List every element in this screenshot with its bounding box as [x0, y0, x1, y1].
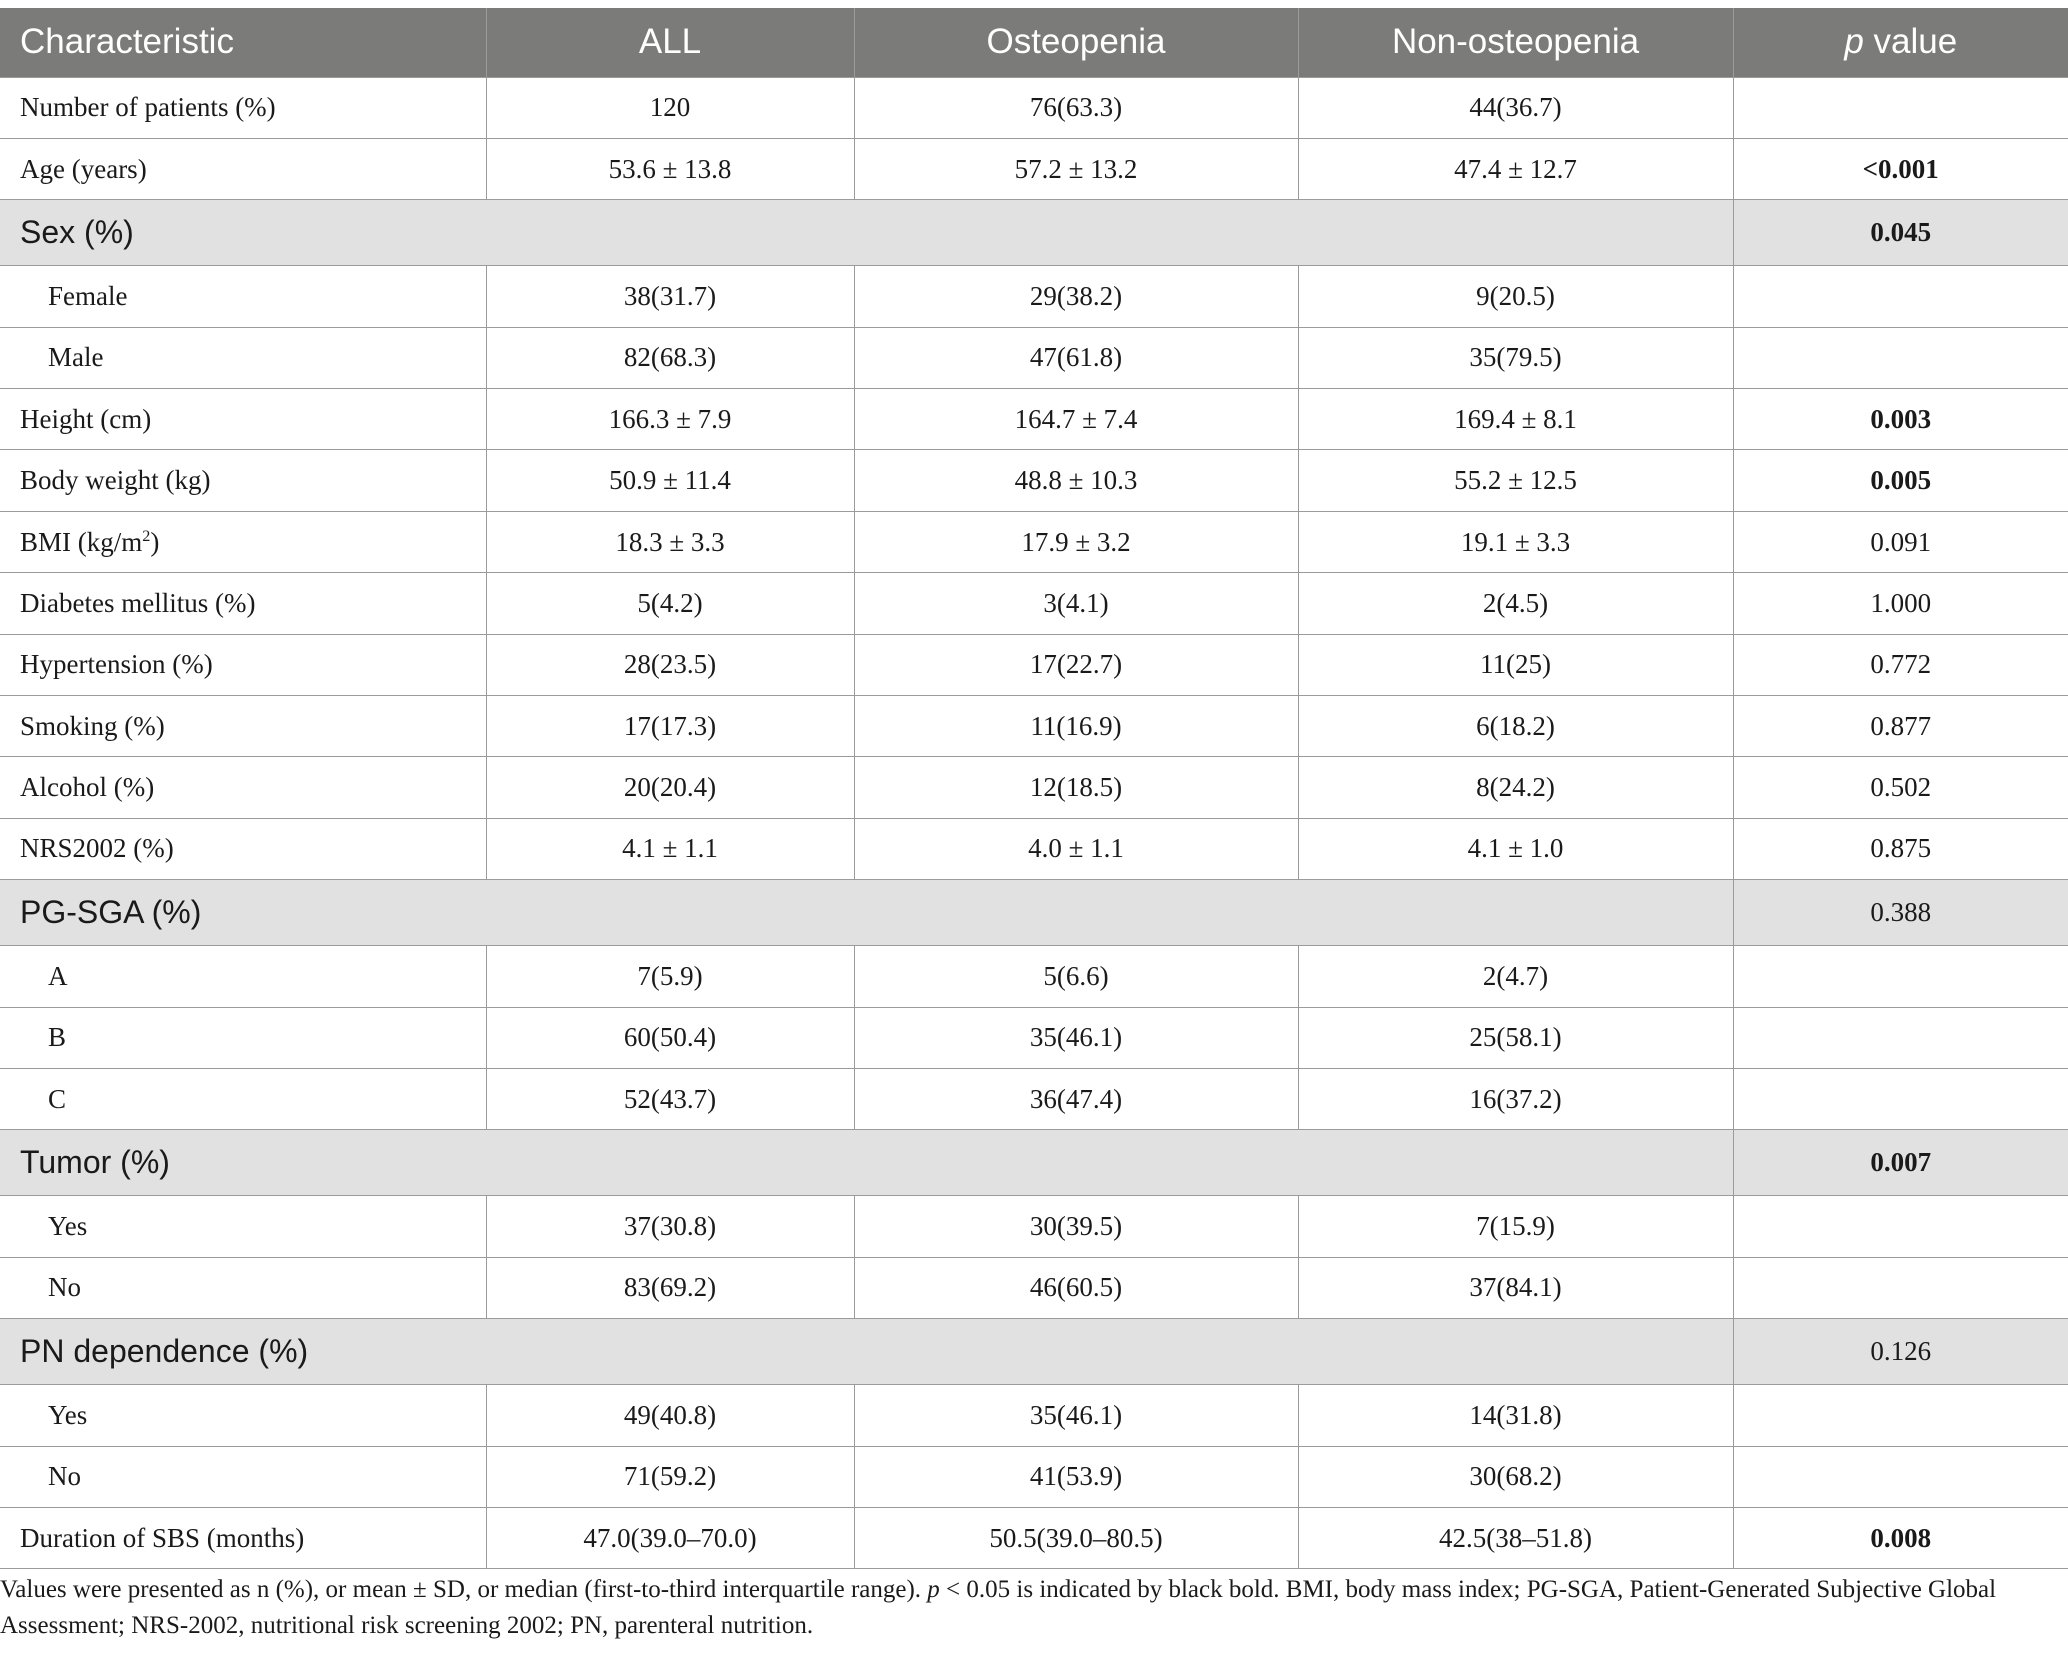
cell-non-osteopenia: 2(4.5) [1298, 573, 1733, 634]
row-label: Male [0, 327, 486, 388]
cell-p-value: 0.877 [1733, 696, 2068, 757]
footnote-part2: < 0.05 is indicated by black bold. BMI, body mass index; PG-SGA, Patient-Generated Subjective Global Assessment; NRS-2002, nutritional risk screening 2002; PN, parenteral nutrition. [0, 1576, 1997, 1639]
row-label: Age (years) [0, 138, 486, 199]
row-label: Yes [0, 1196, 486, 1257]
table-row [0, 818, 2068, 879]
table-row [0, 1068, 2068, 1129]
row-label: B [0, 1007, 486, 1068]
cell-all: 38(31.7) [486, 266, 854, 327]
group-header-row [0, 1130, 2068, 1196]
header-characteristic: Characteristic [0, 8, 486, 77]
cell-non-osteopenia: 37(84.1) [1298, 1257, 1733, 1318]
table-row [0, 573, 2068, 634]
cell-osteopenia: 5(6.6) [854, 946, 1298, 1007]
cell-p-value: 1.000 [1733, 573, 2068, 634]
row-label: Alcohol (%) [0, 757, 486, 818]
cell-all: 166.3 ± 7.9 [486, 389, 854, 450]
bmi-label-text: BMI (kg/m [20, 526, 143, 557]
row-label: A [0, 946, 486, 1007]
row-label: Hypertension (%) [0, 634, 486, 695]
cell-p-value: 0.388 [1733, 880, 2068, 946]
header-p-letter: p [1844, 22, 1864, 62]
cell-all: 49(40.8) [486, 1385, 854, 1446]
header-p-value [1733, 8, 2068, 77]
cell-non-osteopenia: 16(37.2) [1298, 1068, 1733, 1129]
table-row [0, 327, 2068, 388]
cell-non-osteopenia: 47.4 ± 12.7 [1298, 138, 1733, 199]
cell-p-value: 0.003 [1733, 389, 2068, 450]
row-label: No [0, 1257, 486, 1318]
cell-p-value: 0.008 [1733, 1507, 2068, 1568]
row-label: Duration of SBS (months) [0, 1507, 486, 1568]
table-row [0, 634, 2068, 695]
cell-osteopenia: 41(53.9) [854, 1446, 1298, 1507]
baseline-characteristics-table [0, 8, 2068, 1569]
row-label: Height (cm) [0, 389, 486, 450]
cell-all: 83(69.2) [486, 1257, 854, 1318]
cell-p-value: <0.001 [1733, 138, 2068, 199]
cell-non-osteopenia: 44(36.7) [1298, 77, 1733, 138]
cell-osteopenia: 48.8 ± 10.3 [854, 450, 1298, 511]
cell-p-value [1733, 1068, 2068, 1129]
cell-non-osteopenia: 25(58.1) [1298, 1007, 1733, 1068]
cell-non-osteopenia: 8(24.2) [1298, 757, 1733, 818]
cell-non-osteopenia: 4.1 ± 1.0 [1298, 818, 1733, 879]
cell-all: 18.3 ± 3.3 [486, 511, 854, 572]
table-row [0, 946, 2068, 1007]
footnote-part1: Values were presented as n (%), or mean ± SD, or median (first-to-third interquartile range). [0, 1576, 928, 1603]
cell-all: 37(30.8) [486, 1196, 854, 1257]
cell-non-osteopenia: 2(4.7) [1298, 946, 1733, 1007]
cell-osteopenia: 17(22.7) [854, 634, 1298, 695]
footnote-p-letter: p [927, 1576, 940, 1603]
row-label: Smoking (%) [0, 696, 486, 757]
cell-osteopenia: 76(63.3) [854, 77, 1298, 138]
row-label: No [0, 1446, 486, 1507]
cell-non-osteopenia: 11(25) [1298, 634, 1733, 695]
baseline-characteristics-table-wrapper [0, 8, 2068, 1569]
cell-osteopenia: 12(18.5) [854, 757, 1298, 818]
table-footnote [0, 1572, 2068, 1644]
cell-all: 53.6 ± 13.8 [486, 138, 854, 199]
row-label: NRS2002 (%) [0, 818, 486, 879]
cell-p-value [1733, 946, 2068, 1007]
table-row [0, 1007, 2068, 1068]
cell-osteopenia: 46(60.5) [854, 1257, 1298, 1318]
cell-osteopenia: 57.2 ± 13.2 [854, 138, 1298, 199]
group-label: Tumor (%) [0, 1130, 1733, 1196]
cell-non-osteopenia: 30(68.2) [1298, 1446, 1733, 1507]
table-row [0, 757, 2068, 818]
cell-osteopenia: 29(38.2) [854, 266, 1298, 327]
row-label: Number of patients (%) [0, 77, 486, 138]
table-row [0, 1257, 2068, 1318]
table-header-row [0, 8, 2068, 77]
cell-non-osteopenia: 7(15.9) [1298, 1196, 1733, 1257]
cell-p-value [1733, 327, 2068, 388]
row-label: Body weight (kg) [0, 450, 486, 511]
cell-osteopenia: 164.7 ± 7.4 [854, 389, 1298, 450]
cell-all: 4.1 ± 1.1 [486, 818, 854, 879]
cell-p-value: 0.875 [1733, 818, 2068, 879]
table-row [0, 696, 2068, 757]
cell-non-osteopenia: 14(31.8) [1298, 1385, 1733, 1446]
table-row [0, 450, 2068, 511]
cell-all: 52(43.7) [486, 1068, 854, 1129]
cell-osteopenia: 17.9 ± 3.2 [854, 511, 1298, 572]
cell-p-value: 0.772 [1733, 634, 2068, 695]
table-row [0, 1446, 2068, 1507]
cell-p-value: 0.005 [1733, 450, 2068, 511]
bmi-label-end: ) [150, 526, 160, 557]
group-header-row [0, 200, 2068, 266]
table-row [0, 511, 2068, 572]
row-label: C [0, 1068, 486, 1129]
cell-non-osteopenia: 169.4 ± 8.1 [1298, 389, 1733, 450]
row-label: Female [0, 266, 486, 327]
table-row [0, 138, 2068, 199]
cell-non-osteopenia: 6(18.2) [1298, 696, 1733, 757]
cell-osteopenia: 47(61.8) [854, 327, 1298, 388]
cell-non-osteopenia: 19.1 ± 3.3 [1298, 511, 1733, 572]
cell-all: 71(59.2) [486, 1446, 854, 1507]
header-all: ALL [486, 8, 854, 77]
row-label: Yes [0, 1385, 486, 1446]
table-row [0, 77, 2068, 138]
cell-osteopenia: 11(16.9) [854, 696, 1298, 757]
table-row [0, 1507, 2068, 1568]
cell-p-value [1733, 77, 2068, 138]
cell-p-value [1733, 1385, 2068, 1446]
table-row [0, 1385, 2068, 1446]
cell-p-value [1733, 1257, 2068, 1318]
cell-all: 28(23.5) [486, 634, 854, 695]
group-label: Sex (%) [0, 200, 1733, 266]
cell-p-value [1733, 1196, 2068, 1257]
cell-all: 50.9 ± 11.4 [486, 450, 854, 511]
cell-non-osteopenia: 9(20.5) [1298, 266, 1733, 327]
header-osteopenia: Osteopenia [854, 8, 1298, 77]
cell-non-osteopenia: 35(79.5) [1298, 327, 1733, 388]
cell-osteopenia: 3(4.1) [854, 573, 1298, 634]
bmi-label-superscript: 2 [142, 526, 151, 545]
cell-p-value [1733, 266, 2068, 327]
cell-p-value: 0.091 [1733, 511, 2068, 572]
table-row [0, 389, 2068, 450]
cell-p-value: 0.045 [1733, 200, 2068, 266]
cell-osteopenia: 30(39.5) [854, 1196, 1298, 1257]
cell-non-osteopenia: 55.2 ± 12.5 [1298, 450, 1733, 511]
cell-p-value [1733, 1007, 2068, 1068]
table-row [0, 266, 2068, 327]
cell-all: 5(4.2) [486, 573, 854, 634]
header-non-osteopenia: Non-osteopenia [1298, 8, 1733, 77]
cell-all: 60(50.4) [486, 1007, 854, 1068]
group-header-row [0, 1319, 2068, 1385]
cell-non-osteopenia: 42.5(38–51.8) [1298, 1507, 1733, 1568]
cell-all: 47.0(39.0–70.0) [486, 1507, 854, 1568]
cell-p-value: 0.502 [1733, 757, 2068, 818]
cell-all: 82(68.3) [486, 327, 854, 388]
cell-p-value [1733, 1446, 2068, 1507]
cell-all: 17(17.3) [486, 696, 854, 757]
cell-p-value: 0.007 [1733, 1130, 2068, 1196]
cell-all: 120 [486, 77, 854, 138]
group-header-row [0, 880, 2068, 946]
table-row [0, 1196, 2068, 1257]
cell-all: 7(5.9) [486, 946, 854, 1007]
cell-osteopenia: 50.5(39.0–80.5) [854, 1507, 1298, 1568]
group-label: PN dependence (%) [0, 1319, 1733, 1385]
cell-osteopenia: 4.0 ± 1.1 [854, 818, 1298, 879]
cell-osteopenia: 35(46.1) [854, 1385, 1298, 1446]
header-p-rest: value [1863, 22, 1958, 62]
row-label [0, 511, 486, 572]
row-label: Diabetes mellitus (%) [0, 573, 486, 634]
cell-p-value: 0.126 [1733, 1319, 2068, 1385]
cell-osteopenia: 35(46.1) [854, 1007, 1298, 1068]
cell-all: 20(20.4) [486, 757, 854, 818]
cell-osteopenia: 36(47.4) [854, 1068, 1298, 1129]
group-label: PG-SGA (%) [0, 880, 1733, 946]
